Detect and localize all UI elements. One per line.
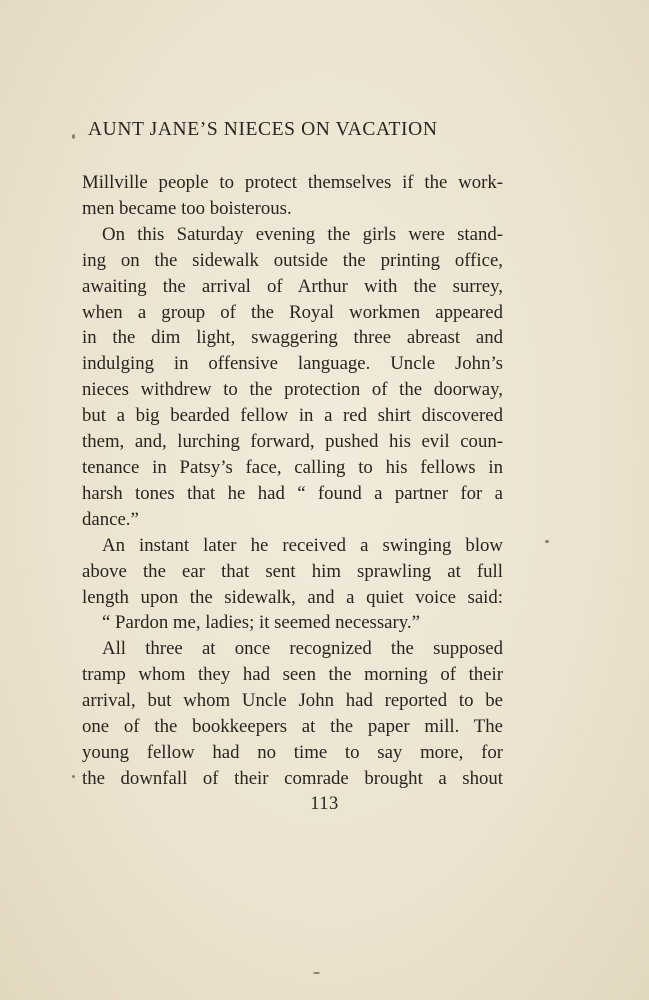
text-line: An instant later he received a swinging blow	[102, 534, 503, 556]
text-line: but a big bearded fellow in a red shirt discovered	[82, 405, 503, 427]
text-line: Millville people to protect themselves if the work-	[82, 172, 503, 193]
text-line: On this Saturday evening the girls were stand-	[102, 223, 503, 245]
text-line: ing on the sidewalk outside the printing office,	[82, 249, 503, 271]
paper-speck	[72, 134, 75, 139]
paper-speck	[72, 775, 75, 778]
text-line: nieces withdrew to the protection of the doorway,	[82, 379, 503, 401]
text-line: All three at once recognized the supposed	[102, 638, 503, 660]
body-text	[82, 170, 503, 792]
text-line: in the dim light, swaggering three abreast and	[82, 327, 503, 349]
text-line: awaiting the arrival of Arthur with the surrey,	[82, 275, 503, 297]
text-line: tramp whom they had seen the morning of their	[82, 664, 503, 686]
text-line: men became too boisterous.	[82, 197, 292, 219]
text-line: indulging in offensive language. Uncle John’s	[82, 353, 503, 375]
running-head: AUNT JANE’S NIECES ON VACATION	[88, 119, 438, 140]
text-line: when a group of the Royal workmen appeared	[82, 301, 503, 323]
text-line: length upon the sidewalk, and a quiet voice said:	[82, 586, 503, 608]
text-line: arrival, but whom Uncle John had reported to be	[82, 690, 503, 712]
page-number: 113	[310, 794, 339, 814]
text-line: young fellow had no time to say more, for	[82, 741, 503, 763]
text-line: them, and, lurching forward, pushed his evil coun-	[82, 431, 503, 453]
paper-speck	[313, 972, 320, 974]
paper-speck	[545, 540, 549, 543]
text-line: harsh tones that he had “ found a partner for a	[82, 482, 503, 504]
text-line: one of the bookkeepers at the paper mill. The	[82, 716, 503, 738]
text-line: dance.”	[82, 508, 139, 530]
text-line: above the ear that sent him sprawling at full	[82, 560, 503, 582]
text-line: “ Pardon me, ladies; it seemed necessary.”	[102, 612, 420, 634]
text-line: tenance in Patsy’s face, calling to his fellows in	[82, 456, 503, 478]
text-line: the downfall of their comrade brought a shout	[82, 767, 503, 789]
